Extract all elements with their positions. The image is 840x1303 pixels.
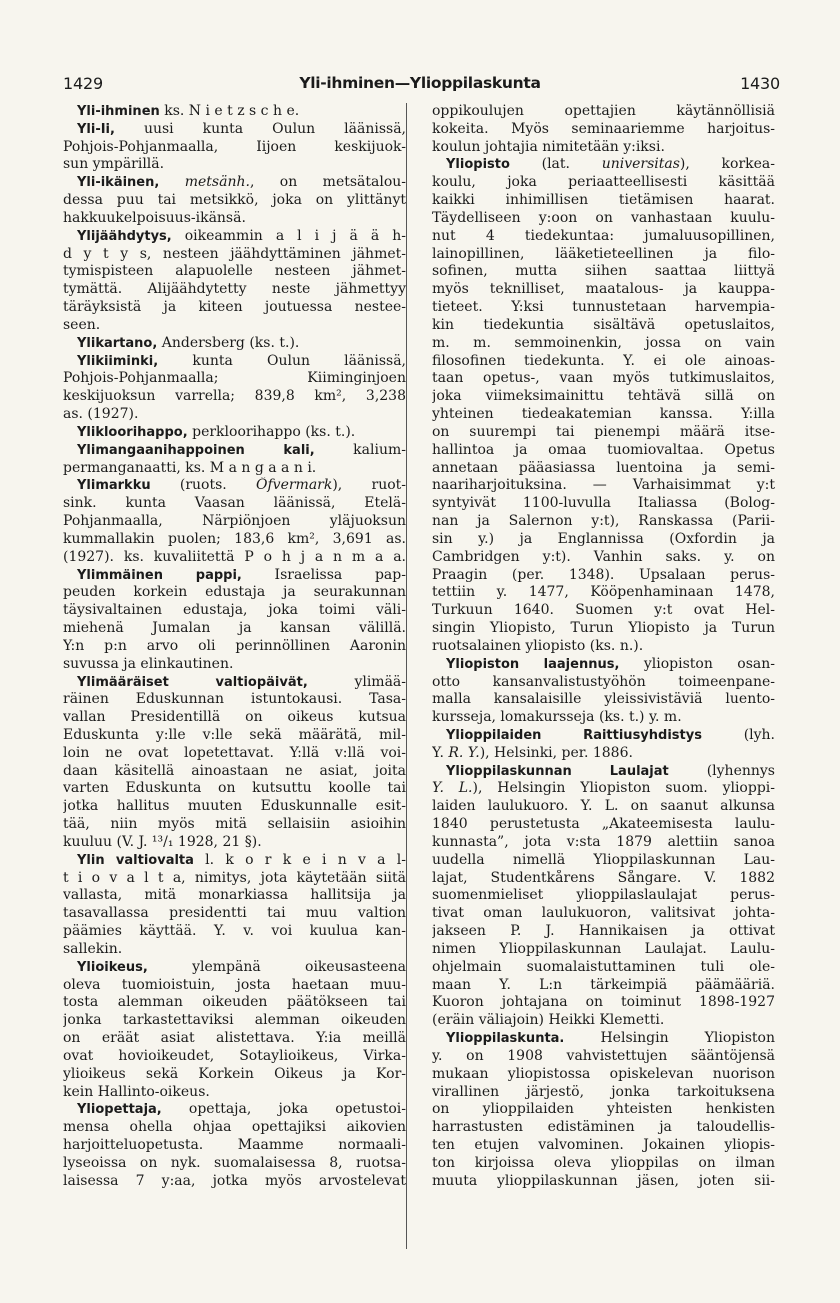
running-title: Yli-ihminen—Ylioppilaskunta [299,74,541,92]
entry-headline-line: Ylioikeus, ylempänä oikeusasteena [77,958,406,975]
text-line: vallasta, mitä monarkiassa hallitsija ja [63,887,406,904]
text-line: filosofinen tiedekunta. Y. ei ole ainoas- [432,352,775,369]
left-column [63,103,406,1191]
text-line: kummallakin puolen; 183,6 km², 3,691 as. [63,530,406,547]
text-line: jotka hallitus muuten Eduskunnalle esit- [63,798,406,815]
text-line: Pohjanmaalla, Närpiönjoen yläjuoksun [63,513,406,530]
text-line: tymättä. Alijäähdytetty neste jähmettyy [63,281,406,298]
text-line: naariharjoituksina. — Varhaisimmat y:t [432,477,775,494]
text-line: Kuoron johtajana on toiminut 1898-1927 [432,994,775,1011]
text-line: as. (1927). [63,406,139,423]
text-line: kursseja, lomakursseja (ks. t.) y. m. [432,709,682,726]
text-line: hallintoa ja omaa tuomiovaltaa. Opetus [432,441,775,458]
text-line: laisessa 7 y:aa, jotka myös arvostelevat [63,1172,406,1189]
text-line: Praagin (per. 1348). Upsalaan perus- [432,566,775,583]
text-line: täräyksistä ja kiteen joutuessa nestee- [63,299,406,316]
entry-headline-line: Ylimääräiset valtiopäivät, ylimää- [77,673,406,690]
text-line: ten etujen valvominen. Jokainen yliopis- [432,1137,775,1154]
entry-headline-line: Ylioppilaskunnan Laulajat (lyhennys [446,762,775,779]
text-line: Y:n p:n arvo oli perinnöllinen Aaronin [63,637,406,654]
entry-headline-line: Yli-Ii, uusi kunta Oulun läänissä, [77,120,406,137]
text-line: täysivaltainen edustaja, joka toimi väli- [63,602,406,619]
text-line: uudella nimellä Ylioppilaskunnan Lau- [432,851,775,868]
text-line: Pohjois-Pohjanmaalla, Iijoen keskijuok- [63,138,406,155]
text-line: tettiin y. 1477, Kööpenhaminaan 1478, [432,584,775,601]
text-line: varten Eduskunta on kutsuttu koolle tai [63,780,406,797]
text-line: keskijuoksun varrella; 839,8 km², 3,238 [63,388,406,405]
text-line: kein Hallinto-oikeus. [63,1083,210,1100]
text-line: yhteinen tiedeakatemian kanssa. Y:illa [432,406,775,423]
text-line: tasavallassa presidentti tai muu valtion [63,905,406,922]
text-line: virallinen järjestö, jonka tarkoituksena [432,1083,775,1100]
text-line: koulu, joka periaatteellisesti käsittää [432,174,775,191]
text-line: (1927). ks. kuvaliitettä P o h j a n m a a. [63,548,406,565]
text-line: dessa puu tai metsikkö, joka on ylittänyt [63,192,406,209]
entry-headline-line: Yli-ikäinen, metsänh., on metsätalou- [77,174,406,191]
text-line: malla kansalaisille yleissivistäviä luento- [432,691,775,708]
text-line: lyseoissa on nyk. suomalaisessa 8, ruotsa- [63,1154,406,1171]
text-line: jonka tarkastettaviksi alemman oikeuden [63,1012,406,1029]
text-line: sin y.) ja Englannissa (Oxfordin ja [432,530,775,547]
text-line: daan käsitellä ainoastaan ne asiat, joita [63,762,406,779]
text-line: suomenmieliset ylioppilaslaulajat perus- [432,887,775,904]
text-line: annetaan pääasiassa luentoina ja semi- [432,459,775,476]
entry-headline-line: Ylioppilaiden Raittiusyhdistys (lyh. [446,726,775,743]
entry-headline-line: Ylikloorihappo, perkloorihappo (ks. t.). [77,423,356,440]
text-line: harrastusten edistäminen ja taloudellis- [432,1119,775,1136]
text-line: taan opetus-, vaan myös tutkimuslaitos, [432,370,775,387]
entry-headline-line: Yliopiston laajennus, yliopiston osan- [446,655,775,672]
entry-headline-line: Yli-ihminen ks. N i e t z s c h e. [77,103,300,119]
entry-headline-line: Yliopettaja, opettaja, joka opetustoi- [77,1101,406,1118]
text-line: peuden korkein edustaja ja seurakunnan [63,584,406,601]
text-line: y. on 1908 vahvistettujen sääntöjensä [432,1047,775,1064]
text-line: vallan Presidentillä on oikeus kutsua [63,709,406,726]
left-page-number: 1429 [63,74,103,93]
text-line: kokeita. Myös seminaariemme harjoitus- [432,120,775,137]
text-line: Cambridgen y:t). Vanhin saks. y. on [432,548,775,565]
entry-headline-line: Ylimangaanihappoinen kali, kalium- [77,441,406,458]
text-line: tymispisteen alapuolelle nesteen jähmet- [63,263,406,280]
text-line: nan ja Salernon y:t), Ranskassa (Parii- [432,513,775,530]
text-line: räinen Eduskunnan istuntokausi. Tasa- [63,691,406,708]
text-line: koulun johtajia nimitetään y:iksi. [432,138,665,155]
text-line: oppikoulujen opettajien käytännöllisiä [432,103,775,119]
text-line: Täydelliseen y:oon on vanhastaan kuulu- [432,209,775,226]
entry-headline-line: Ylikiiminki, kunta Oulun läänissä, [77,352,406,369]
text-line: laiden laulukuoro. Y. L. on saanut alkunsa [432,798,775,815]
text-line: ohjelmain suomalaistuttaminen tuli ole- [432,958,775,975]
text-line: permanganaatti, ks. M a n g a a n i. [63,459,317,476]
text-line: Turkuun 1640. Suomen y:t ovat Hel- [432,602,775,619]
text-line: Pohjois-Pohjanmaalla; Kiiminginjoen [63,370,406,387]
text-line: päämies käyttää. Y. v. voi kuulua kan- [63,923,406,940]
text-line: kuuluu (V. J. ¹³/₁ 1928, 21 §). [63,833,262,850]
text-line: ton kirjoissa oleva ylioppilas on ilman [432,1154,775,1171]
text-line: tivat oman laulukuoron, valitsivat johta- [432,905,775,922]
text-line: t i o v a l t a, nimitys, jota käytetään siitä [63,869,406,886]
text-line: suvussa ja elinkautinen. [63,655,234,672]
entry-headline-line: Ylioppilaskunta. Helsingin Yliopiston [446,1030,775,1047]
text-line: tää, niin myös mitä sellaisiin asioihin [63,816,406,833]
text-line: lainopillinen, lääketieteellinen ja filo- [432,245,775,262]
right-column [432,103,775,1191]
entry-headline-line: Yliopisto (lat. universitas), korkea- [446,156,775,173]
text-line: miehenä Jumalan ja kansan välillä. [63,620,406,637]
text-line: kunnasta”, jota v:sta 1879 alettiin sanoa [432,833,775,850]
text-line: tosta alemman oikeuden päätökseen tai [63,994,406,1011]
text-line: singin Yliopisto, Turun Yliopisto ja Turun [432,620,775,637]
entry-headline-line: Ylimarkku (ruots. Öfvermark), ruot- [77,477,406,494]
column-divider [406,103,407,1249]
text-line: sun ympärillä. [63,156,165,173]
text-line: hakkuukelpoisuus-ikänsä. [63,209,246,226]
text-line: sofinen, mutta siihen saattaa liittyä [432,263,775,280]
text-line: Y. R. Y.), Helsinki, per. 1886. [432,744,633,761]
text-line: m. m. semmoinenkin, jossa on vain [432,334,775,351]
text-line: myös teknilliset, maatalous- ja kauppa- [432,281,775,298]
text-line: oleva tuomioistuin, josta haetaan muu- [63,976,406,993]
text-line: syntyivät 1100-luvulla Italiassa (Bolog- [432,495,775,512]
text-line: jakseen P. J. Hannikaisen ja ottivat [432,923,775,940]
text-line: (eräin väliajoin) Heikki Klemetti. [432,1012,665,1029]
text-line: otto kansanvalistustyöhön toimeenpane- [432,673,775,690]
text-line: ruotsalainen yliopisto (ks. n.). [432,637,644,654]
text-line: nut 4 tiedekuntaa: jumaluusopillinen, [432,227,775,244]
text-line: Y. L.), Helsingin Yliopiston suom. ylioppi- [432,780,775,797]
text-line: muuta ylioppilaskunnan jäsen, joten sii- [432,1172,775,1189]
page-header [60,74,780,100]
text-line: harjoitteluopetusta. Maamme normaali- [63,1137,406,1154]
text-line: tieteet. Y:ksi tunnustetaan harvempia- [432,299,775,316]
text-line: on suurempi tai pienempi määrä itse- [432,423,775,440]
text-line: on ylioppilaiden yhteisten henkisten [432,1101,775,1118]
text-line: sallekin. [63,940,123,957]
text-line: seen. [63,316,101,333]
text-line: kin tiedekuntia sisältävä opetuslaitos, [432,316,775,333]
right-page-number: 1430 [740,74,780,93]
text-line: maan Y. L:n tärkeimpiä päämääriä. [432,976,775,993]
text-line: d y t y s, nesteen jäähdyttäminen jähmet- [63,245,406,262]
text-line: ovat hovioikeudet, Sotaylioikeus, Virka- [63,1047,406,1064]
text-line: lajat, Studentkårens Sångare. V. 1882 [432,869,775,886]
entry-headline-line: Ylijäähdytys, oikeammin a l i j ä ä h- [77,227,406,244]
text-line: loin ne ovat lopetettavat. Y:llä v:llä voi- [63,744,406,761]
text-line: Eduskunta y:lle v:lle sekä määrätä, mil- [63,726,406,743]
text-line: 1840 perustetusta „Akateemisesta laulu- [432,816,775,833]
text-line: kaikki inhimillisen tietämisen haarat. [432,192,775,209]
text-line: nimen Ylioppilaskunnan Laulajat. Laulu- [432,940,775,957]
text-line: mensa ohella ohjaa opettajiksi aikovien [63,1119,406,1136]
text-line: mukaan yliopistossa opiskelevan nuorison [432,1065,775,1082]
text-line: ylioikeus sekä Korkein Oikeus ja Kor- [63,1065,406,1082]
text-line: on eräät asiat alistettava. Y:ia meillä [63,1030,406,1047]
text-line: joka viimeksimainittu tehtävä sillä on [432,388,775,405]
entry-headline-line: Ylimmäinen pappi, Israelissa pap- [77,566,406,583]
entry-headline-line: Ylikartano, Andersberg (ks. t.). [77,334,300,351]
entry-headline-line: Ylin valtiovalta l. k o r k e i n v a l- [77,851,406,868]
text-line: sink. kunta Vaasan läänissä, Etelä- [63,495,406,512]
